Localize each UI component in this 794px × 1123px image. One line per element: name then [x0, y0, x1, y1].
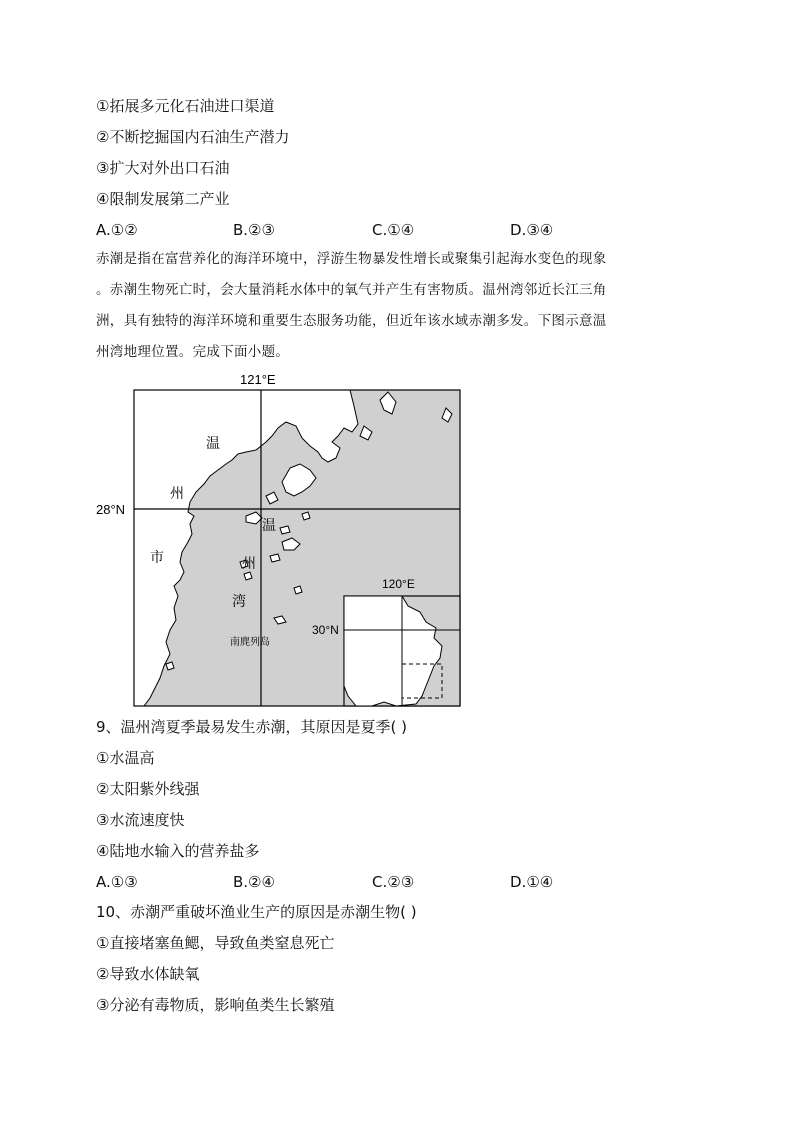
q9-option-c: C.②③ [372, 873, 415, 891]
prev-item-3: ③扩大对外出口石油 [96, 159, 230, 177]
land-label-wen: 温 [206, 435, 220, 451]
prev-option-a: A.①② [96, 221, 138, 239]
q10-item-2: ②导致水体缺氧 [96, 965, 200, 983]
q9-item-2: ②太阳紫外线强 [96, 780, 200, 798]
passage-line: 。赤潮生物死亡时，会大量消耗水体中的氧气并产生有害物质。温州湾邻近长江三角 [96, 282, 607, 298]
q9-option-a: A.①③ [96, 873, 138, 891]
q10-item-3: ③分泌有毒物质，影响鱼类生长繁殖 [96, 996, 335, 1014]
land-label-shi: 市 [150, 549, 164, 565]
island-label: 南麂列岛 [230, 637, 270, 648]
passage-line: 洲，具有独特的海洋环境和重要生态服务功能，但近年该水域赤潮多发。下图示意温 [96, 313, 607, 329]
inset-lon-label: 120°E [382, 577, 415, 591]
prev-option-d: D.③④ [510, 221, 554, 239]
passage-line: 赤潮是指在富营养化的海洋环境中，浮游生物暴发性增长或聚集引起海水变色的现象 [96, 251, 607, 267]
lat-label: 28°N [96, 502, 126, 517]
prev-option-b: B.②③ [233, 221, 275, 239]
q10-stem: 10、赤潮严重破坏渔业生产的原因是赤潮生物( ) [96, 903, 417, 921]
land-label-zhou: 州 [170, 485, 184, 501]
q9-item-3: ③水流速度快 [96, 811, 185, 829]
inset-map [344, 596, 460, 706]
prev-item-4: ④限制发展第二产业 [96, 190, 230, 208]
lon-label: 121°E [240, 372, 276, 387]
bay-label-wan: 湾 [232, 593, 246, 609]
prev-option-c: C.①④ [372, 221, 415, 239]
inset-lat-label: 30°N [312, 623, 339, 637]
wenzhou-bay-map [96, 366, 466, 708]
q9-option-d: D.①④ [510, 873, 554, 891]
q9-item-1: ①水温高 [96, 749, 155, 767]
q10-item-1: ①直接堵塞鱼鳃，导致鱼类窒息死亡 [96, 934, 335, 952]
q9-option-b: B.②④ [233, 873, 275, 891]
passage-line: 州湾地理位置。完成下面小题。 [96, 344, 290, 360]
prev-item-2: ②不断挖掘国内石油生产潜力 [96, 128, 290, 146]
passage [96, 244, 696, 368]
prev-item-1: ①拓展多元化石油进口渠道 [96, 97, 275, 115]
bay-label-wen: 温 [262, 517, 276, 533]
bay-label-zhou: 州 [242, 555, 256, 571]
q9-stem: 9、温州湾夏季最易发生赤潮，其原因是夏季( ) [96, 718, 408, 736]
q9-item-4: ④陆地水输入的营养盐多 [96, 842, 260, 860]
